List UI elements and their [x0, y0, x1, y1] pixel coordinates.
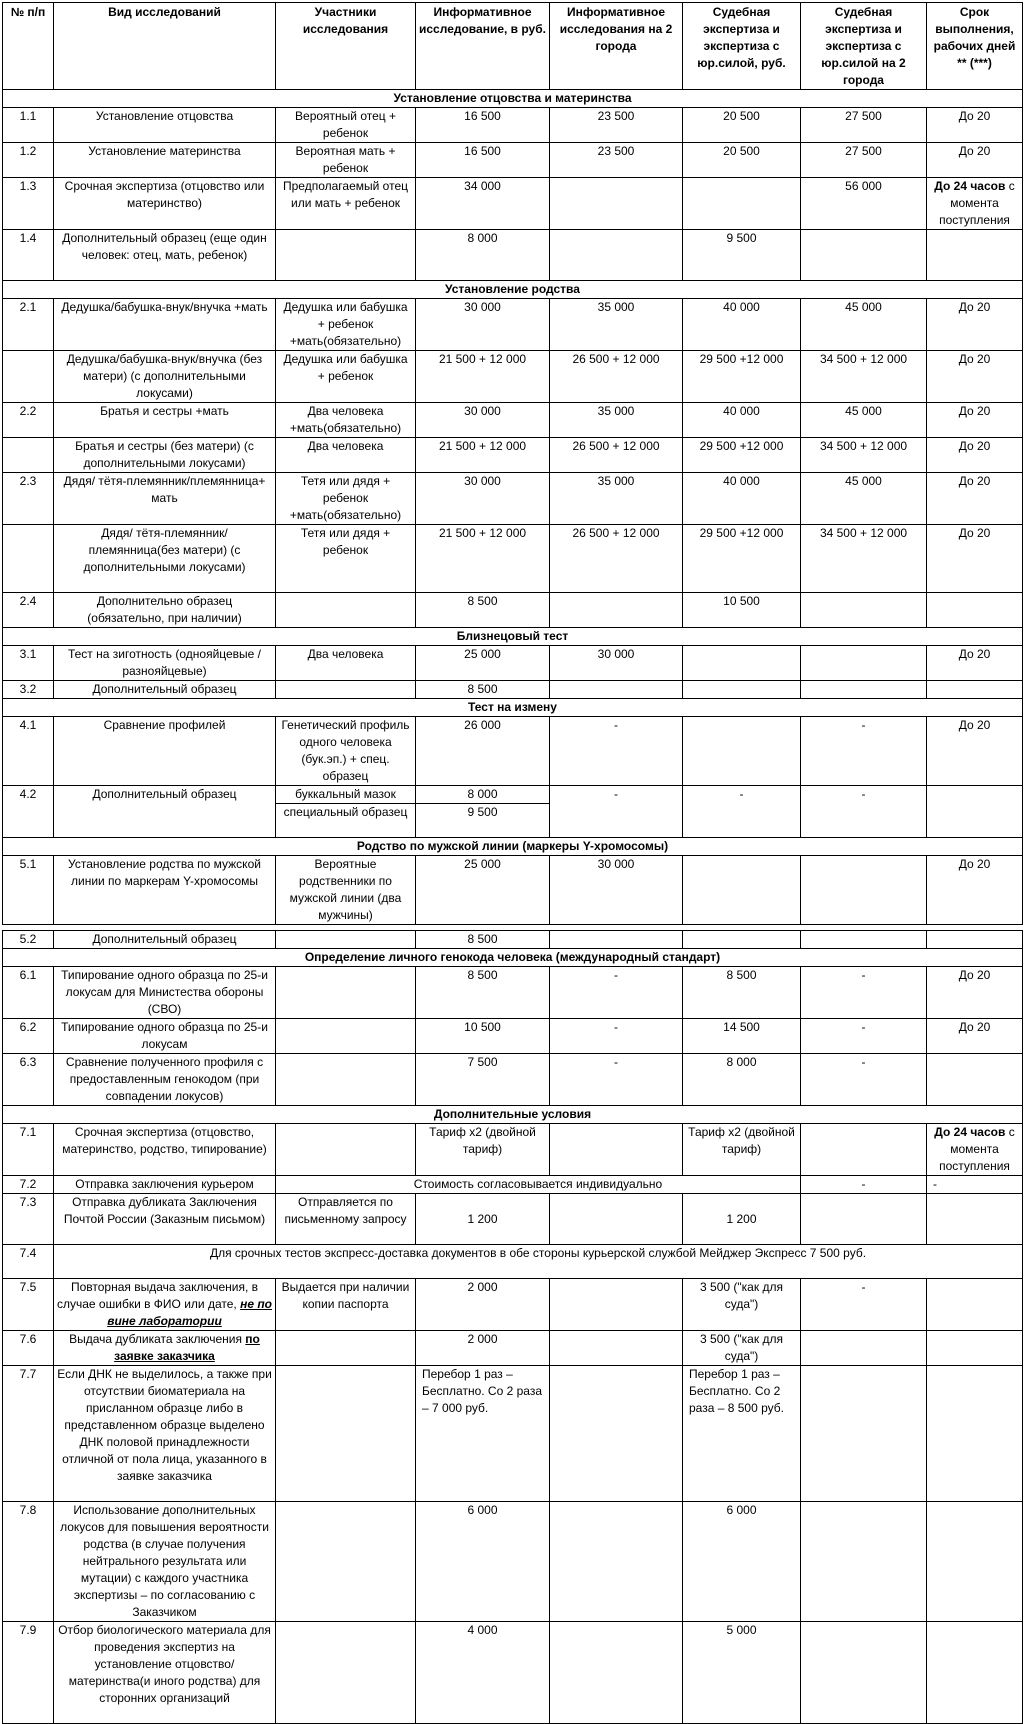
cell-price: 45 000 — [801, 403, 927, 438]
cell-term — [927, 1622, 1023, 1724]
table-row — [3, 1366, 1023, 1502]
header-court-2cities: Судебная экспертиза и экспертиза с юр.силой на 2 города — [801, 3, 927, 90]
cell-price: 3 500 ("как для суда") — [683, 1331, 801, 1366]
term-note: с момента поступления — [939, 179, 1015, 227]
cell-participants: Два человека +мать(обязательно) — [276, 403, 416, 438]
cell-price: Тариф х2 (двойной тариф) — [416, 1124, 550, 1176]
section-title: Установление родства — [3, 281, 1023, 299]
table-row — [3, 1331, 1023, 1366]
section-row — [3, 90, 1023, 108]
cell-price: - — [683, 786, 801, 838]
cell-type: Использование дополнительных локусов для повышения вероятности родства (в случае получения нейтрального результата или мутации) с каждого участника экспертизы – по согласованию с Заказчиком — [54, 1502, 276, 1622]
cell-num: 3.1 — [3, 646, 54, 681]
cell-price: 27 500 — [801, 108, 927, 143]
cell-price — [550, 1279, 683, 1331]
section-row — [3, 628, 1023, 646]
cell-price — [801, 931, 927, 949]
cell-price: 56 000 — [801, 178, 927, 230]
cell-price: 20 500 — [683, 143, 801, 178]
table-row — [3, 681, 1023, 699]
cell-price — [801, 1331, 927, 1366]
cell-price: 8 000 — [683, 1054, 801, 1106]
cell-price: 45 000 — [801, 299, 927, 351]
section-row — [3, 838, 1023, 856]
cell-price: 34 000 — [416, 178, 550, 230]
cell-num — [3, 525, 54, 593]
cell-num: 7.1 — [3, 1124, 54, 1176]
cell-price — [683, 646, 801, 681]
cell-price — [683, 856, 801, 925]
cell-price: 45 000 — [801, 473, 927, 525]
cell-price: Тариф х2 (двойной тариф) — [683, 1124, 801, 1176]
cell-type: Братья и сестры (без матери) (с дополнительными локусами) — [54, 438, 276, 473]
cell-price: 30 000 — [416, 473, 550, 525]
cell-price — [550, 681, 683, 699]
type-text: Выдача дубликата заключения — [69, 1332, 242, 1346]
cell-price: 26 500 + 12 000 — [550, 525, 683, 593]
cell-participants: Генетический профиль одного человека (бук.эп.) + спец. образец — [276, 717, 416, 786]
cell-price: 30 000 — [550, 856, 683, 925]
cell-term: До 20 — [927, 438, 1023, 473]
cell-num: 7.5 — [3, 1279, 54, 1331]
cell-price: - — [550, 967, 683, 1019]
cell-price: 20 500 — [683, 108, 801, 143]
cell-num: 2.2 — [3, 403, 54, 438]
cell-participants: Дедушка или бабушка + ребенок +мать(обязательно) — [276, 299, 416, 351]
cell-price: 35 000 — [550, 403, 683, 438]
cell-term — [927, 1194, 1023, 1245]
cell-term: До 20 — [927, 351, 1023, 403]
cell-price: 40 000 — [683, 473, 801, 525]
section-row — [3, 699, 1023, 717]
cell-price — [550, 931, 683, 949]
table-row — [3, 646, 1023, 681]
cell-type: Братья и сестры +мать — [54, 403, 276, 438]
cell-type: Отправка заключения курьером — [54, 1176, 276, 1194]
cell-term — [927, 681, 1023, 699]
cell-participants — [276, 1331, 416, 1366]
cell-price: 2 000 — [416, 1279, 550, 1331]
cell-price — [801, 593, 927, 628]
cell-type: Дядя/ тётя-племянник/племянница+ мать — [54, 473, 276, 525]
cell-participants — [276, 1502, 416, 1622]
table-row — [3, 1054, 1023, 1106]
cell-term: До 20 — [927, 717, 1023, 786]
cell-price: 8 500 — [416, 931, 550, 949]
table-row — [3, 717, 1023, 786]
cell-type: Типирование одного образца по 25-и локусам — [54, 1019, 276, 1054]
cell-price: 27 500 — [801, 143, 927, 178]
cell-term — [927, 1054, 1023, 1106]
cell-type: Тест на зиготность (однояйцевые /разнояйцевые) — [54, 646, 276, 681]
cell-price — [683, 681, 801, 699]
cell-type: Дедушка/бабушка-внук/внучка (без матери) (с дополнительными локусами) — [54, 351, 276, 403]
cell-participants — [276, 593, 416, 628]
cell-num — [3, 351, 54, 403]
header-info-price: Информативное исследование, в руб. — [416, 3, 550, 90]
cell-num: 7.4 — [3, 1245, 54, 1279]
cell-type: Отправка дубликата Заключения Почтой России (Заказным письмом) — [54, 1194, 276, 1245]
cell-num: 7.3 — [3, 1194, 54, 1245]
table-row — [3, 299, 1023, 351]
cell-price: 30 000 — [550, 646, 683, 681]
cell-price: - — [801, 1054, 927, 1106]
cell-price: 10 500 — [416, 1019, 550, 1054]
cell-price — [550, 178, 683, 230]
cell-price — [801, 1366, 927, 1502]
cell-price: 26 500 + 12 000 — [550, 438, 683, 473]
cell-price: - — [801, 786, 927, 838]
cell-term — [927, 1279, 1023, 1331]
table-row — [3, 1019, 1023, 1054]
cell-participants: Отправляется по письменному запросу — [276, 1194, 416, 1245]
cell-num: 1.3 — [3, 178, 54, 230]
cell-num: 2.4 — [3, 593, 54, 628]
cell-type — [54, 1279, 276, 1331]
table-row — [3, 1622, 1023, 1724]
cell-term — [927, 593, 1023, 628]
type-text: Повторная выдача заключения, в случае ошибки в ФИО или дате, — [57, 1280, 259, 1311]
cell-price — [550, 1622, 683, 1724]
table-row — [3, 143, 1023, 178]
section-title: Родство по мужской линии (маркеры Y-хромосомы) — [3, 838, 1023, 856]
cell-price: Перебор 1 раз – Бесплатно. Со 2 раза – 8 500 руб. — [683, 1366, 801, 1502]
cell-type: Дедушка/бабушка-внук/внучка +мать — [54, 299, 276, 351]
cell-price — [550, 593, 683, 628]
table-row — [3, 931, 1023, 949]
cell-type: Срочная экспертиза (отцовство, материнство, родство, типирование) — [54, 1124, 276, 1176]
cell-type: Сравнение профилей — [54, 717, 276, 786]
cell-price: - — [801, 967, 927, 1019]
cell-num: 1.2 — [3, 143, 54, 178]
header-num: № п/п — [3, 3, 54, 90]
cell-type: Дополнительный образец — [54, 681, 276, 699]
table-row — [3, 403, 1023, 438]
cell-price: 25 000 — [416, 646, 550, 681]
cell-price: Перебор 1 раз – Бесплатно. Со 2 раза – 7 000 руб. — [416, 1366, 550, 1502]
cell-price: - — [801, 1279, 927, 1331]
cell-term: - — [927, 1176, 1023, 1194]
cell-term — [927, 931, 1023, 949]
type-emphasis: не по вине лаборатории — [107, 1297, 273, 1328]
cell-price: - — [801, 1019, 927, 1054]
cell-price: 8 500 — [416, 681, 550, 699]
cell-price — [683, 717, 801, 786]
cell-type: Типирование одного образца по 25-и локусам для Министества обороны (СВО) — [54, 967, 276, 1019]
cell-note: Для срочных тестов экспресс-доставка документов в обе стороны курьерской службой Мейджер Экспресс 7 500 руб. — [54, 1245, 1023, 1279]
table-row — [3, 473, 1023, 525]
table-row — [3, 351, 1023, 403]
cell-num: 4.2 — [3, 786, 54, 838]
cell-price: 23 500 — [550, 108, 683, 143]
cell-price: 26 000 — [416, 717, 550, 786]
cell-participants — [276, 967, 416, 1019]
table-row — [3, 178, 1023, 230]
cell-price: 29 500 +12 000 — [683, 525, 801, 593]
section-row — [3, 281, 1023, 299]
cell-num — [3, 438, 54, 473]
cell-num: 6.3 — [3, 1054, 54, 1106]
cell-participants — [276, 681, 416, 699]
cell-price: 6 000 — [416, 1502, 550, 1622]
cell-type: Сравнение полученного профиля с предоставленным генокодом (при совпадении локусов) — [54, 1054, 276, 1106]
cell-price — [801, 681, 927, 699]
cell-term — [927, 1366, 1023, 1502]
cell-term: До 20 — [927, 1019, 1023, 1054]
cell-price: 34 500 + 12 000 — [801, 525, 927, 593]
cell-price: 8 500 — [416, 967, 550, 1019]
cell-price — [550, 1124, 683, 1176]
cell-participants — [276, 1019, 416, 1054]
cell-participants: Вероятные родственники по мужской линии (два мужчины) — [276, 856, 416, 925]
cell-price: - — [550, 1054, 683, 1106]
price-table — [2, 2, 1023, 1724]
cell-price — [683, 931, 801, 949]
cell-price: 30 000 — [416, 403, 550, 438]
cell-price: 7 500 — [416, 1054, 550, 1106]
cell-participants — [276, 931, 416, 949]
cell-num: 1.4 — [3, 230, 54, 281]
cell-term: До 20 — [927, 403, 1023, 438]
cell-participants: Предполагаемый отец или мать + ребенок — [276, 178, 416, 230]
cell-price: 21 500 + 12 000 — [416, 351, 550, 403]
cell-participants: специальный образец — [276, 804, 416, 838]
table-row — [3, 856, 1023, 925]
table-row — [3, 786, 1023, 804]
header-term: Срок выполнения, рабочих дней ** (***) — [927, 3, 1023, 90]
cell-price: 35 000 — [550, 473, 683, 525]
cell-term: До 20 — [927, 525, 1023, 593]
cell-participants — [276, 230, 416, 281]
price-table-wrapper — [2, 2, 1022, 1724]
cell-price: - — [550, 786, 683, 838]
table-row — [3, 1502, 1023, 1622]
cell-term — [927, 230, 1023, 281]
table-row — [3, 1279, 1023, 1331]
cell-participants: Выдается при наличии копии паспорта — [276, 1279, 416, 1331]
term-bold: До 24 часов — [934, 179, 1006, 193]
section-title: Определение личного генокода человека (международный стандарт) — [3, 949, 1023, 967]
cell-term — [927, 1502, 1023, 1622]
table-row — [3, 593, 1023, 628]
table-row — [3, 230, 1023, 281]
cell-type: Дополнительный образец (еще один человек: отец, мать, ребенок) — [54, 230, 276, 281]
cell-participants: Вероятная мать + ребенок — [276, 143, 416, 178]
cell-type: Дополнительный образец — [54, 786, 276, 838]
cell-note: Стоимость согласовывается индивидуально — [276, 1176, 801, 1194]
cell-participants: буккальный мазок — [276, 786, 416, 804]
cell-price: 26 500 + 12 000 — [550, 351, 683, 403]
cell-price: 10 500 — [683, 593, 801, 628]
cell-price: 1 200 — [416, 1194, 550, 1245]
cell-price: 3 500 ("как для суда") — [683, 1279, 801, 1331]
cell-price: 8 000 — [416, 786, 550, 804]
cell-price — [550, 1194, 683, 1245]
table-row — [3, 525, 1023, 593]
cell-type: Дополнительный образец — [54, 931, 276, 949]
cell-participants: Вероятный отец + ребенок — [276, 108, 416, 143]
cell-num: 7.7 — [3, 1366, 54, 1502]
cell-term: До 20 — [927, 143, 1023, 178]
cell-type: Установление родства по мужской линии по маркерам Y-хромосомы — [54, 856, 276, 925]
cell-num: 3.2 — [3, 681, 54, 699]
type-emphasis: по заявке заказчика — [114, 1332, 260, 1363]
header-info-2cities: Информативное исследования на 2 города — [550, 3, 683, 90]
cell-price: - — [801, 1176, 927, 1194]
cell-term: До 20 — [927, 646, 1023, 681]
cell-price: 35 000 — [550, 299, 683, 351]
cell-type: Дополнительно образец (обязательно, при наличии) — [54, 593, 276, 628]
table-row — [3, 1176, 1023, 1194]
cell-participants — [276, 1124, 416, 1176]
cell-price — [801, 856, 927, 925]
cell-price — [550, 1366, 683, 1502]
cell-num: 6.2 — [3, 1019, 54, 1054]
cell-participants: Тетя или дядя + ребенок +мать(обязательно) — [276, 473, 416, 525]
cell-price: 2 000 — [416, 1331, 550, 1366]
cell-price: 23 500 — [550, 143, 683, 178]
cell-term: До 20 — [927, 108, 1023, 143]
cell-num: 1.1 — [3, 108, 54, 143]
cell-type: Дядя/ тётя-племянник/племянница(без матери) (с дополнительными локусами) — [54, 525, 276, 593]
cell-type: Установление материнства — [54, 143, 276, 178]
cell-price: 29 500 +12 000 — [683, 438, 801, 473]
cell-num: 7.6 — [3, 1331, 54, 1366]
section-title: Установление отцовства и материнства — [3, 90, 1023, 108]
cell-price: 40 000 — [683, 403, 801, 438]
cell-price: 21 500 + 12 000 — [416, 438, 550, 473]
cell-participants: Тетя или дядя + ребенок — [276, 525, 416, 593]
section-title: Дополнительные условия — [3, 1106, 1023, 1124]
cell-term: До 20 — [927, 473, 1023, 525]
cell-price: 9 500 — [416, 804, 550, 838]
cell-num: 7.8 — [3, 1502, 54, 1622]
cell-price — [550, 1502, 683, 1622]
cell-price: 8 000 — [416, 230, 550, 281]
table-row — [3, 438, 1023, 473]
cell-type: Срочная экспертиза (отцовство или материнство) — [54, 178, 276, 230]
term-bold: До 24 часов — [934, 1125, 1006, 1139]
table-row — [3, 1194, 1023, 1245]
cell-type: Отбор биологического материала для проведения экспертиз на установление отцовство/материнства(и иного родства) для сторонних организаций — [54, 1622, 276, 1724]
cell-price: 16 500 — [416, 143, 550, 178]
table-row — [3, 1245, 1023, 1279]
table-row — [3, 1124, 1023, 1176]
cell-price: 34 500 + 12 000 — [801, 438, 927, 473]
cell-price: 25 000 — [416, 856, 550, 925]
cell-price — [550, 230, 683, 281]
cell-term — [927, 1124, 1023, 1176]
cell-term: До 20 — [927, 299, 1023, 351]
cell-price: 9 500 — [683, 230, 801, 281]
cell-num: 2.1 — [3, 299, 54, 351]
cell-price: 34 500 + 12 000 — [801, 351, 927, 403]
cell-term — [927, 1331, 1023, 1366]
cell-participants — [276, 1366, 416, 1502]
cell-num: 5.2 — [3, 931, 54, 949]
cell-price — [801, 1194, 927, 1245]
cell-price: 8 500 — [683, 967, 801, 1019]
cell-num: 7.2 — [3, 1176, 54, 1194]
cell-term: До 20 — [927, 856, 1023, 925]
section-row — [3, 949, 1023, 967]
cell-num: 5.1 — [3, 856, 54, 925]
cell-price: 16 500 — [416, 108, 550, 143]
cell-num: 7.9 — [3, 1622, 54, 1724]
cell-price: 5 000 — [683, 1622, 801, 1724]
cell-price: 14 500 — [683, 1019, 801, 1054]
cell-num: 4.1 — [3, 717, 54, 786]
table-row — [3, 967, 1023, 1019]
cell-num: 6.1 — [3, 967, 54, 1019]
cell-price: 30 000 — [416, 299, 550, 351]
cell-price: 4 000 — [416, 1622, 550, 1724]
cell-participants: Два человека — [276, 438, 416, 473]
cell-price — [801, 1124, 927, 1176]
table-header-row — [3, 3, 1023, 90]
cell-type — [54, 1331, 276, 1366]
cell-price — [801, 1622, 927, 1724]
cell-price: 6 000 — [683, 1502, 801, 1622]
section-title: Тест на измену — [3, 699, 1023, 717]
cell-price: - — [801, 717, 927, 786]
cell-term — [927, 786, 1023, 838]
cell-price: 40 000 — [683, 299, 801, 351]
cell-price — [801, 646, 927, 681]
term-note: с момента поступления — [939, 1125, 1015, 1173]
table-row — [3, 108, 1023, 143]
cell-price — [801, 230, 927, 281]
cell-price: 21 500 + 12 000 — [416, 525, 550, 593]
cell-price: 8 500 — [416, 593, 550, 628]
header-participants: Участники исследования — [276, 3, 416, 90]
section-title: Близнецовый тест — [3, 628, 1023, 646]
cell-price: - — [550, 1019, 683, 1054]
cell-term: До 20 — [927, 967, 1023, 1019]
cell-price — [550, 1331, 683, 1366]
cell-participants: Дедушка или бабушка + ребенок — [276, 351, 416, 403]
cell-num: 2.3 — [3, 473, 54, 525]
cell-price — [683, 178, 801, 230]
cell-price: - — [550, 717, 683, 786]
cell-price: 29 500 +12 000 — [683, 351, 801, 403]
cell-participants — [276, 1622, 416, 1724]
header-type: Вид исследований — [54, 3, 276, 90]
cell-participants: Два человека — [276, 646, 416, 681]
header-court-price: Судебная экспертиза и экспертиза с юр.силой, руб. — [683, 3, 801, 90]
cell-participants — [276, 1054, 416, 1106]
cell-type: Если ДНК не выделилось, а также при отсутствии биоматериала на присланном образце либо в представленном образце выделено ДНК половой принадлежности отличной от пола лица, указанного в заявке заказчика — [54, 1366, 276, 1502]
cell-price — [801, 1502, 927, 1622]
cell-price: 1 200 — [683, 1194, 801, 1245]
cell-type: Установление отцовства — [54, 108, 276, 143]
section-row — [3, 1106, 1023, 1124]
cell-term — [927, 178, 1023, 230]
